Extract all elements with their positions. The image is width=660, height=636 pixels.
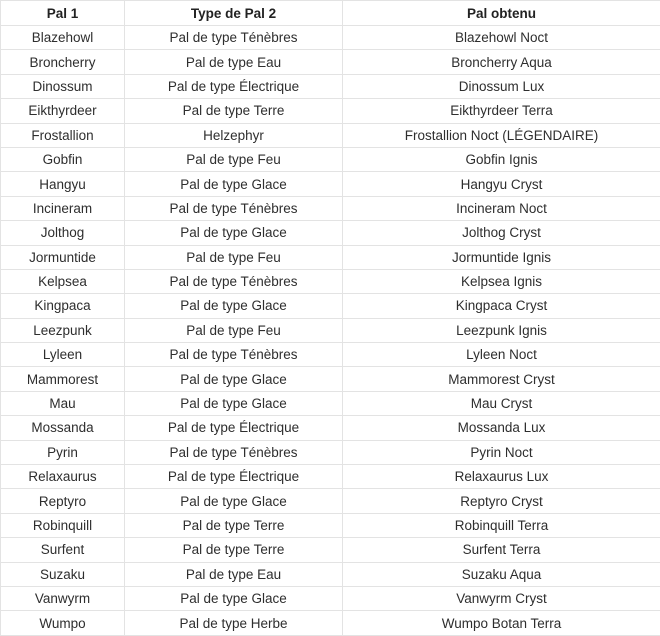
table-row [1, 343, 660, 367]
table-row [1, 99, 660, 123]
table-row [1, 465, 660, 489]
cell-pal-1: Vanwyrm [1, 586, 125, 610]
cell-type-pal-2: Helzephyr [125, 123, 343, 147]
cell-type-pal-2: Pal de type Terre [125, 99, 343, 123]
cell-pal-obtenu: Wumpo Botan Terra [343, 611, 660, 635]
cell-pal-obtenu: Robinquill Terra [343, 513, 660, 537]
table-row [1, 269, 660, 293]
cell-pal-1: Mammorest [1, 367, 125, 391]
table-row [1, 611, 660, 635]
cell-type-pal-2: Pal de type Eau [125, 50, 343, 74]
cell-pal-obtenu: Vanwyrm Cryst [343, 586, 660, 610]
cell-pal-1: Mossanda [1, 416, 125, 440]
cell-type-pal-2: Pal de type Ténèbres [125, 269, 343, 293]
cell-pal-obtenu: Broncherry Aqua [343, 50, 660, 74]
cell-type-pal-2: Pal de type Feu [125, 245, 343, 269]
table-row [1, 74, 660, 98]
cell-type-pal-2: Pal de type Glace [125, 586, 343, 610]
cell-pal-obtenu: Dinossum Lux [343, 74, 660, 98]
cell-pal-1: Incineram [1, 196, 125, 220]
cell-pal-1: Reptyro [1, 489, 125, 513]
cell-pal-obtenu: Suzaku Aqua [343, 562, 660, 586]
cell-pal-obtenu: Mammorest Cryst [343, 367, 660, 391]
header-type-pal-2: Type de Pal 2 [125, 1, 343, 26]
cell-type-pal-2: Pal de type Électrique [125, 465, 343, 489]
cell-pal-1: Kingpaca [1, 294, 125, 318]
header-row [1, 1, 660, 26]
cell-type-pal-2: Pal de type Ténèbres [125, 26, 343, 50]
cell-type-pal-2: Pal de type Ténèbres [125, 196, 343, 220]
table-row [1, 440, 660, 464]
table-row [1, 245, 660, 269]
cell-pal-1: Wumpo [1, 611, 125, 635]
table-row [1, 196, 660, 220]
cell-type-pal-2: Pal de type Glace [125, 489, 343, 513]
table-row [1, 221, 660, 245]
cell-type-pal-2: Pal de type Herbe [125, 611, 343, 635]
cell-pal-obtenu: Blazehowl Noct [343, 26, 660, 50]
cell-pal-obtenu: Jolthog Cryst [343, 221, 660, 245]
cell-pal-1: Dinossum [1, 74, 125, 98]
cell-type-pal-2: Pal de type Eau [125, 562, 343, 586]
cell-pal-obtenu: Kingpaca Cryst [343, 294, 660, 318]
cell-pal-1: Mau [1, 391, 125, 415]
cell-pal-obtenu: Gobfin Ignis [343, 147, 660, 171]
table-row [1, 294, 660, 318]
cell-type-pal-2: Pal de type Glace [125, 294, 343, 318]
cell-pal-1: Kelpsea [1, 269, 125, 293]
header-pal-obtenu: Pal obtenu [343, 1, 660, 26]
cell-type-pal-2: Pal de type Terre [125, 513, 343, 537]
cell-type-pal-2: Pal de type Ténèbres [125, 343, 343, 367]
cell-type-pal-2: Pal de type Feu [125, 318, 343, 342]
table-row [1, 318, 660, 342]
cell-pal-obtenu: Reptyro Cryst [343, 489, 660, 513]
table-header [1, 1, 660, 26]
cell-pal-obtenu: Pyrin Noct [343, 440, 660, 464]
cell-pal-obtenu: Lyleen Noct [343, 343, 660, 367]
table-row [1, 123, 660, 147]
cell-pal-obtenu: Jormuntide Ignis [343, 245, 660, 269]
cell-pal-1: Jolthog [1, 221, 125, 245]
cell-pal-obtenu: Kelpsea Ignis [343, 269, 660, 293]
cell-pal-obtenu: Eikthyrdeer Terra [343, 99, 660, 123]
cell-pal-obtenu: Mau Cryst [343, 391, 660, 415]
cell-pal-1: Relaxaurus [1, 465, 125, 489]
table-row [1, 538, 660, 562]
cell-pal-1: Broncherry [1, 50, 125, 74]
cell-pal-1: Leezpunk [1, 318, 125, 342]
table-row [1, 391, 660, 415]
table-row [1, 562, 660, 586]
cell-pal-obtenu: Incineram Noct [343, 196, 660, 220]
cell-type-pal-2: Pal de type Glace [125, 367, 343, 391]
cell-pal-1: Jormuntide [1, 245, 125, 269]
cell-pal-1: Pyrin [1, 440, 125, 464]
cell-type-pal-2: Pal de type Glace [125, 172, 343, 196]
cell-type-pal-2: Pal de type Glace [125, 221, 343, 245]
header-pal-1: Pal 1 [1, 1, 125, 26]
cell-pal-1: Suzaku [1, 562, 125, 586]
cell-pal-1: Blazehowl [1, 26, 125, 50]
cell-pal-obtenu: Hangyu Cryst [343, 172, 660, 196]
cell-pal-1: Surfent [1, 538, 125, 562]
table-row [1, 513, 660, 537]
table-row [1, 416, 660, 440]
cell-pal-1: Frostallion [1, 123, 125, 147]
table-row [1, 26, 660, 50]
table-row [1, 489, 660, 513]
cell-type-pal-2: Pal de type Terre [125, 538, 343, 562]
cell-type-pal-2: Pal de type Électrique [125, 74, 343, 98]
cell-pal-obtenu: Surfent Terra [343, 538, 660, 562]
cell-pal-1: Gobfin [1, 147, 125, 171]
table-row [1, 172, 660, 196]
table-row [1, 50, 660, 74]
cell-pal-1: Eikthyrdeer [1, 99, 125, 123]
cell-pal-1: Hangyu [1, 172, 125, 196]
cell-type-pal-2: Pal de type Feu [125, 147, 343, 171]
cell-pal-obtenu: Leezpunk Ignis [343, 318, 660, 342]
cell-type-pal-2: Pal de type Ténèbres [125, 440, 343, 464]
cell-pal-obtenu: Mossanda Lux [343, 416, 660, 440]
table-body [1, 26, 660, 636]
table-row [1, 586, 660, 610]
table-row [1, 147, 660, 171]
cell-type-pal-2: Pal de type Glace [125, 391, 343, 415]
cell-pal-obtenu: Relaxaurus Lux [343, 465, 660, 489]
cell-pal-1: Robinquill [1, 513, 125, 537]
cell-pal-1: Lyleen [1, 343, 125, 367]
table-row [1, 367, 660, 391]
cell-pal-obtenu: Frostallion Noct (LÉGENDAIRE) [343, 123, 660, 147]
cell-type-pal-2: Pal de type Électrique [125, 416, 343, 440]
